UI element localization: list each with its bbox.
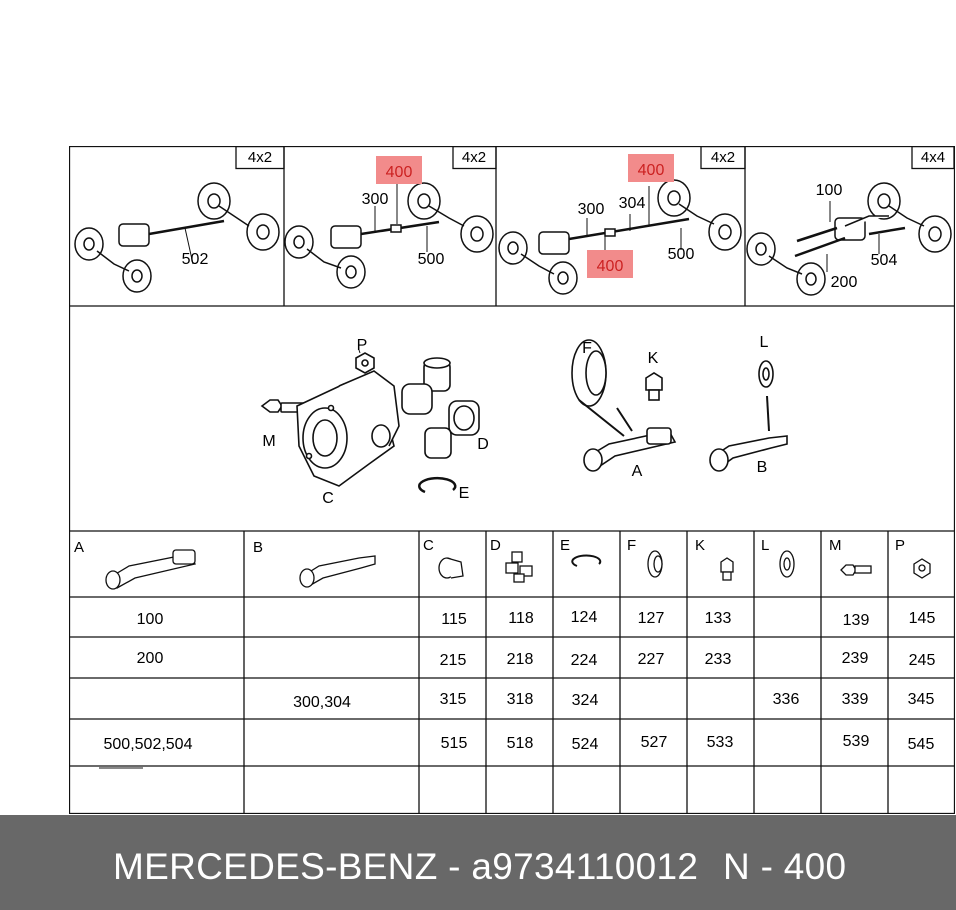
- callout-502: 502: [181, 251, 209, 268]
- cell-r2-d: 218: [506, 651, 534, 668]
- col-header-k: K: [695, 537, 706, 554]
- letter-m: M: [262, 433, 276, 450]
- col-header-m: M: [829, 537, 842, 554]
- footer-position: N - 400: [723, 846, 847, 887]
- drive-label-3: 4x2: [710, 149, 736, 166]
- callout-200: 200: [830, 274, 858, 291]
- header-thumbnails: [106, 550, 930, 589]
- parts-diagram: [69, 146, 955, 814]
- col-header-e: E: [560, 537, 571, 554]
- cell-r3-b: 300,304: [293, 694, 351, 711]
- drive-label-2: 4x2: [461, 149, 487, 166]
- letter-b: B: [756, 459, 768, 476]
- cell-r4-k: 533: [706, 734, 734, 751]
- cell-r2-a: 200: [136, 650, 164, 667]
- letter-p: P: [356, 337, 368, 354]
- cell-r2-p: 245: [908, 652, 936, 669]
- cell-r4-d: 518: [506, 735, 534, 752]
- letter-a: A: [631, 463, 643, 480]
- cell-r1-d: 118: [508, 610, 534, 627]
- callout-304: 304: [618, 195, 646, 212]
- letter-l: L: [759, 334, 769, 351]
- drive-label-1: 4x2: [247, 149, 273, 166]
- chassis-illustration-2: [285, 183, 493, 288]
- diagram-svg: [69, 146, 955, 814]
- highlight-400-c: 400: [596, 258, 624, 275]
- col-header-l: L: [761, 537, 770, 554]
- col-header-c: C: [423, 537, 434, 554]
- cell-r1-f: 127: [637, 610, 665, 627]
- cell-r2-c: 215: [439, 652, 467, 669]
- letter-k: K: [647, 350, 659, 367]
- cell-r1-c: 115: [441, 611, 467, 628]
- cell-r2-e: 224: [570, 652, 598, 669]
- col-header-p: P: [895, 537, 906, 554]
- col-header-b: B: [253, 539, 264, 556]
- cell-r2-f: 227: [637, 651, 665, 668]
- footer-bar: [0, 815, 956, 910]
- callout-500: 500: [417, 251, 445, 268]
- col-header-a: A: [74, 539, 85, 556]
- cell-r2-k: 233: [704, 651, 732, 668]
- cell-r4-c: 515: [440, 735, 468, 752]
- highlight-400-a: 400: [385, 164, 413, 181]
- letter-e: E: [458, 485, 470, 502]
- cell-r1-e: 124: [570, 609, 598, 626]
- cell-r3-m: 339: [841, 691, 869, 708]
- highlight-400-b: 400: [637, 162, 665, 179]
- letter-d: D: [477, 436, 489, 453]
- cell-r4-p: 545: [907, 736, 935, 753]
- cell-r4-m: 539: [842, 733, 870, 750]
- drive-label-4: 4x4: [920, 149, 946, 166]
- cell-r4-e: 524: [571, 736, 599, 753]
- cell-r2-m: 239: [841, 650, 869, 667]
- callout-500b: 500: [667, 246, 695, 263]
- cell-r3-d: 318: [506, 691, 534, 708]
- callout-100: 100: [815, 182, 843, 199]
- cell-r3-e: 324: [571, 692, 599, 709]
- letter-f: F: [582, 340, 592, 357]
- cell-r1-k: 133: [704, 610, 732, 627]
- cell-r1-a: 100: [136, 611, 164, 628]
- cell-r4-a: 500,502,504: [103, 736, 193, 753]
- col-header-d: D: [490, 537, 501, 554]
- letter-c: C: [322, 490, 334, 507]
- cell-r1-p: 145: [908, 610, 936, 627]
- exploded-view: [262, 340, 787, 492]
- cell-r4-f: 527: [640, 734, 668, 751]
- cell-r3-l: 336: [772, 691, 800, 708]
- col-header-f: F: [627, 537, 637, 554]
- chassis-illustration-1: [75, 183, 279, 292]
- callout-300b: 300: [577, 201, 605, 218]
- callout-300: 300: [361, 191, 389, 208]
- cell-r3-p: 345: [907, 691, 935, 708]
- cell-r3-c: 315: [439, 691, 467, 708]
- footer-brand-part: MERCEDES-BENZ - a9734110012: [113, 846, 699, 887]
- cell-r1-m: 139: [842, 612, 870, 629]
- callout-504: 504: [870, 252, 898, 269]
